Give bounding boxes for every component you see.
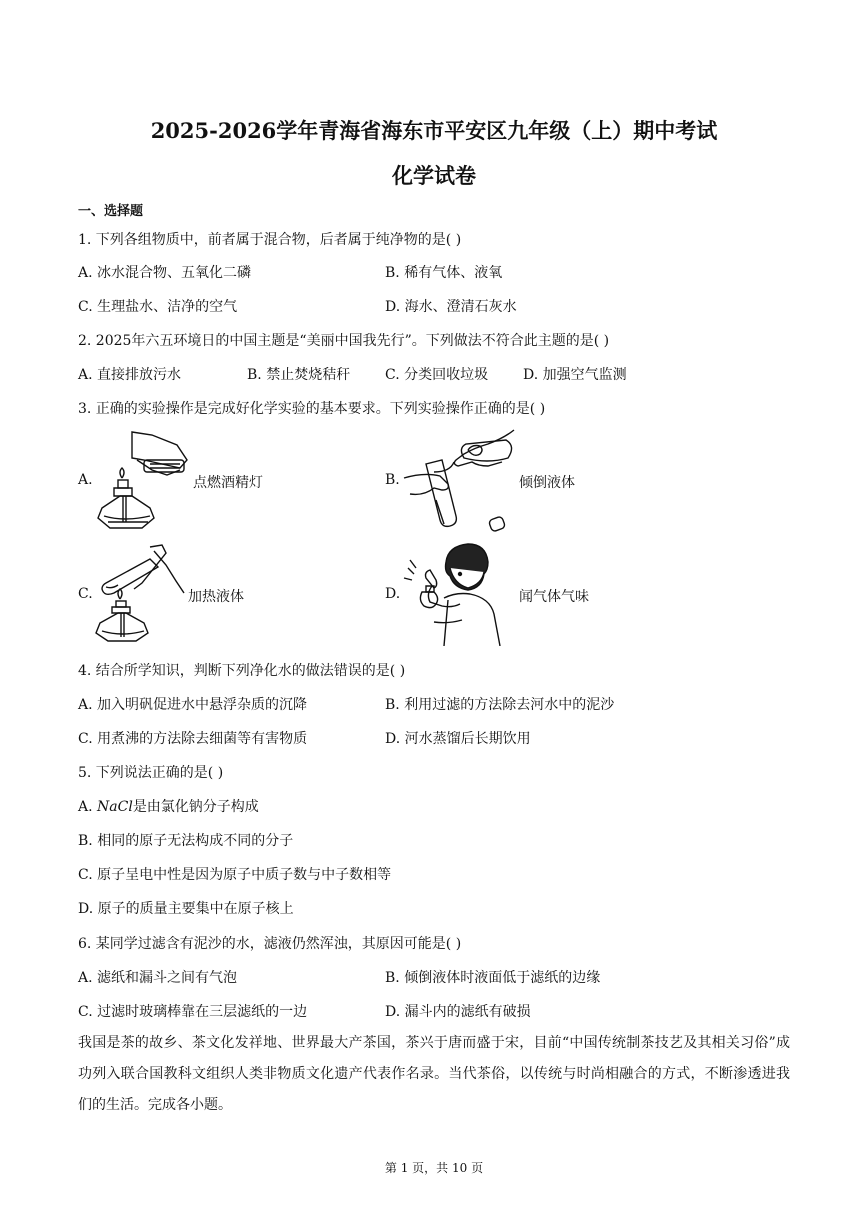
q1-option-c: C. 生理盐水、洁净的空气 <box>78 299 238 315</box>
q4-option-a: A. 加入明矾促进水中悬浮杂质的沉降 <box>78 697 308 713</box>
reading-passage: 我国是茶的故乡、茶文化发祥地、世界最大产茶国，茶兴于唐而盛于宋，目前“中国传统制茶技艺及其相关习俗”成功列入联合国教科文组织人类非物质文化遗产代表作名录。当代茶俗，以传统与时尚相融合的方式，不断渗透进我们的生活。完成各小题。 <box>78 1035 790 1113</box>
q3-option-a-caption: 点燃酒精灯 <box>193 475 263 491</box>
alcohol-lamp-lighting-figure <box>92 430 192 530</box>
q5-option-d: D. 原子的质量主要集中在原子核上 <box>78 901 294 917</box>
q2-stem: 2. 2025年六五环境日的中国主题是“美丽中国我先行”。下列做法不符合此主题的是( ) <box>78 333 610 349</box>
q4-option-c: C. 用煮沸的方法除去细菌等有害物质 <box>78 731 308 747</box>
q4-option-b: B. 利用过滤的方法除去河水中的泥沙 <box>385 697 615 713</box>
q6-option-b: B. 倾倒液体时液面低于滤纸的边缘 <box>385 970 601 986</box>
q5-option-a-text: 是由氯化钠分子构成 <box>132 799 259 815</box>
q6-option-d: D. 漏斗内的滤纸有破损 <box>385 1004 531 1020</box>
q2-option-c: C. 分类回收垃圾 <box>385 367 489 383</box>
exam-title: 2025-2026学年青海省海东市平安区九年级（上）期中考试 <box>150 118 718 143</box>
q2-option-b: B. 禁止焚烧秸秆 <box>247 367 351 383</box>
q1-option-d: D. 海水、澄清石灰水 <box>385 299 517 315</box>
q5-stem: 5. 下列说法正确的是( ) <box>78 765 224 781</box>
pouring-liquid-figure <box>402 428 520 540</box>
q5-option-c: C. 原子呈电中性是因为原子中质子数与中子数相等 <box>78 867 392 883</box>
exam-subtitle: 化学试卷 <box>392 163 476 188</box>
q3-option-d-letter: D. <box>385 586 401 602</box>
q1-option-a: A. 冰水混合物、五氧化二磷 <box>78 265 252 281</box>
section-heading: 一、选择题 <box>78 204 144 219</box>
q2-option-a: A. 直接排放污水 <box>78 367 182 383</box>
heating-liquid-figure <box>92 543 188 643</box>
q5-option-b: B. 相同的原子无法构成不同的分子 <box>78 833 294 849</box>
q6-option-c: C. 过滤时玻璃棒靠在三层滤纸的一边 <box>78 1004 308 1020</box>
q3-stem: 3. 正确的实验操作是完成好化学实验的基本要求。下列实验操作正确的是( ) <box>78 401 546 417</box>
q6-stem: 6. 某同学过滤含有泥沙的水，滤液仍然浑浊，其原因可能是( ) <box>78 936 462 952</box>
page-footer: 第 1 页，共 10 页 <box>384 1161 484 1175</box>
smelling-gas-figure <box>402 542 506 646</box>
chemical-formula: NaCl <box>97 799 133 815</box>
q4-stem: 4. 结合所学知识，判断下列净化水的做法错误的是( ) <box>78 663 406 679</box>
q3-option-b-caption: 倾倒液体 <box>519 475 575 491</box>
q3-option-b-letter: B. <box>385 472 400 488</box>
q6-option-a: A. 滤纸和漏斗之间有气泡 <box>78 970 238 986</box>
q4-option-d: D. 河水蒸馏后长期饮用 <box>385 731 531 747</box>
q3-option-a-letter: A. <box>78 472 93 488</box>
q2-option-d: D. 加强空气监测 <box>523 367 627 383</box>
q1-option-b: B. 稀有气体、液氧 <box>385 265 503 281</box>
q1-stem: 1. 下列各组物质中，前者属于混合物，后者属于纯净物的是( ) <box>78 232 462 248</box>
q5-option-a-prefix: A. <box>78 799 98 815</box>
q3-option-c-letter: C. <box>78 586 93 602</box>
q5-option-a <box>78 796 259 816</box>
q3-option-d-caption: 闻气体气味 <box>519 589 589 605</box>
q3-option-c-caption: 加热液体 <box>188 589 244 605</box>
